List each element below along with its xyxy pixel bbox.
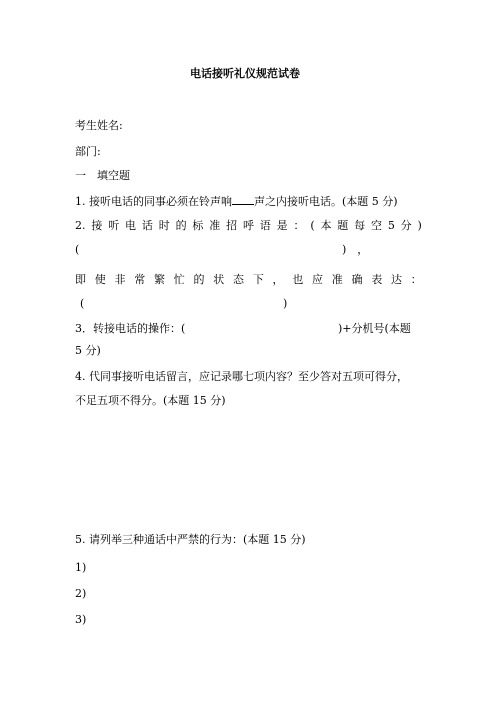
q2l3-char: 达 [391, 273, 402, 286]
question-1-blank [232, 194, 254, 205]
q2l3-char: 表 [371, 273, 383, 286]
q2l1-char: 题 [337, 219, 349, 232]
q2l1-char: 是 [276, 219, 288, 232]
q2l3-char: ： [410, 273, 422, 286]
question-1 [75, 194, 398, 209]
q2l3-char: ， [272, 273, 284, 286]
q2l3-char: 常 [134, 273, 146, 286]
section-heading: 一 填空题 [75, 169, 130, 182]
question-2-line-1 [75, 219, 422, 233]
question-5: 5. 请列举三种通话中严禁的行为：(本题 15 分) [75, 533, 306, 546]
q2l1-char: 接 [91, 219, 103, 232]
question-1-before: 1. 接听电话的同事必须在铃声响 [75, 195, 232, 208]
q2l1-char: ( [310, 219, 315, 232]
q2l3-char: 准 [331, 273, 343, 286]
answer-item-3: 3) [75, 613, 87, 626]
q2l1-char: 时 [158, 219, 170, 232]
q2l1-char: ： [293, 219, 305, 232]
q2l3-char: 使 [94, 273, 106, 286]
q2l1-char: ) [417, 219, 422, 232]
q2l3-char: 状 [213, 273, 225, 286]
q2l3-char: 确 [351, 273, 363, 286]
q2l1-char: 分 [400, 219, 412, 232]
q2l1-char: 电 [125, 219, 137, 232]
q2l3-char: 非 [114, 273, 126, 286]
q2l3-char: 也 [292, 273, 304, 286]
q2l1-char: 标 [192, 219, 204, 232]
q2l3-char: 应 [312, 273, 323, 286]
q2l1-char: 话 [141, 219, 153, 232]
q2l1-char: 空 [370, 219, 382, 232]
q2l1-char: 语 [259, 219, 271, 232]
page-title: 电话接听礼仪规范试卷 [190, 67, 300, 80]
question-2-line-4-right: ) [283, 297, 288, 310]
question-2-line-3 [75, 273, 422, 287]
q2l1-char: 每 [354, 219, 366, 232]
question-4-line-2: 不足五项不得分。(本题 15 分) [75, 394, 226, 407]
question-1-after: 声之内接听电话。(本题 5 分) [254, 195, 398, 208]
dept-label: 部门: [75, 145, 101, 158]
answer-item-1: 1) [75, 561, 87, 574]
q2l1-char: 本 [320, 219, 332, 232]
q2l3-char: 下 [252, 273, 264, 286]
q2l3-char: 的 [193, 273, 205, 286]
question-2-line-4-left: ( [80, 297, 85, 310]
q2l3-char: 即 [75, 273, 86, 286]
answer-item-2: 2) [75, 587, 87, 600]
question-3-before: 3．转接电话的操作：( [75, 322, 186, 335]
q2l1-char: 2. [75, 219, 86, 232]
name-label: 考生姓名: [75, 119, 123, 132]
q2l1-char: 呼 [242, 219, 254, 232]
question-4-line-1: 4. 代同事接听电话留言，应记录哪七项内容？至少答对五项可得分， [75, 370, 408, 383]
q2l1-char: 听 [108, 219, 120, 232]
question-2-line-2-right: ) ， [342, 243, 369, 256]
q2l1-char: 5 [387, 219, 395, 232]
q2l3-char: 忙 [173, 273, 185, 286]
q2l3-char: 繁 [154, 273, 165, 286]
q2l1-char: 招 [226, 219, 238, 232]
question-2-line-2-left: ( [75, 243, 80, 256]
q2l3-char: 态 [233, 273, 244, 286]
question-3-continuation: 5 分) [75, 344, 101, 357]
question-3-after: )+分机号(本题 [338, 322, 411, 335]
q2l1-char: 准 [209, 219, 221, 232]
q2l1-char: 的 [175, 219, 187, 232]
